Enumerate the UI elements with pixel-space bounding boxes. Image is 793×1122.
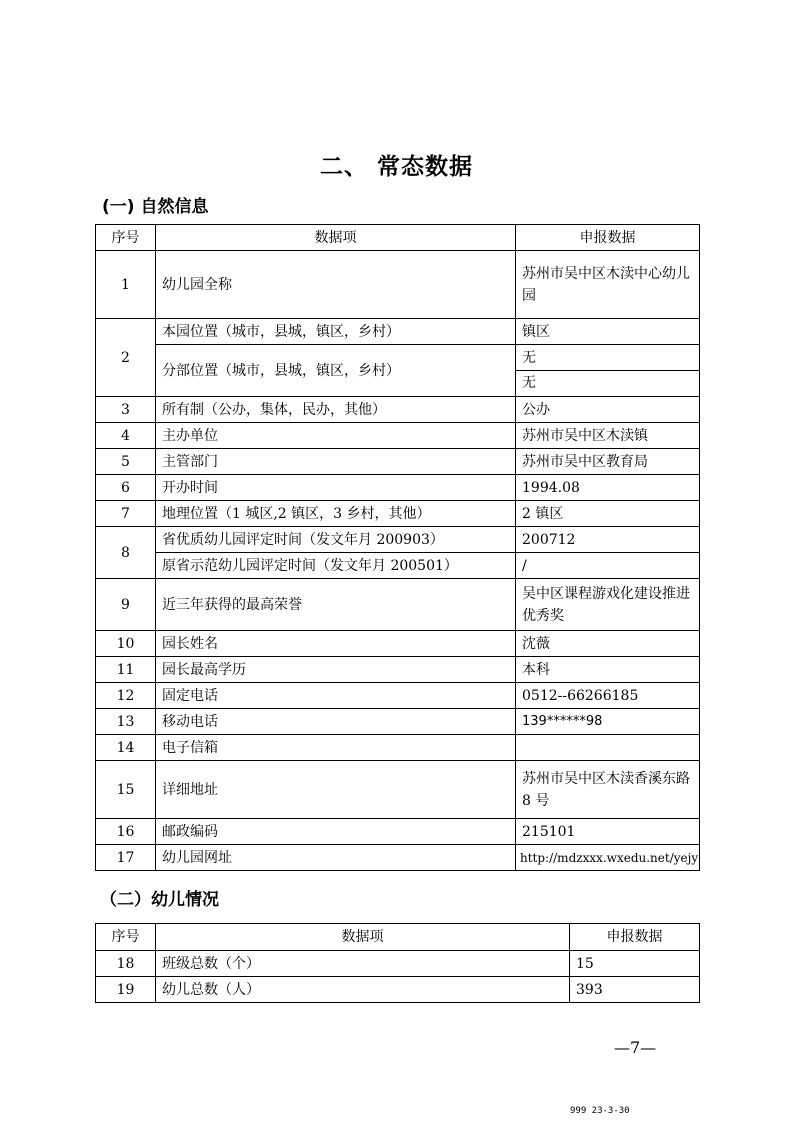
row-value: 393 (570, 977, 700, 1003)
row-value: 2 镇区 (516, 501, 700, 527)
row-value: 1994.08 (516, 475, 700, 501)
table-header-row (96, 924, 700, 951)
row-item: 原省示范幼儿园评定时间（发文年月 200501） (156, 553, 516, 579)
table-row (96, 251, 700, 319)
row-no: 2 (96, 319, 156, 397)
row-item: 班级总数（个） (156, 951, 570, 977)
table-row (96, 475, 700, 501)
row-no: 7 (96, 501, 156, 527)
row-item: 所有制（公办，集体，民办，其他） (156, 397, 516, 423)
row-value: 本科 (516, 657, 700, 683)
row-value: 200712 (516, 527, 700, 553)
row-no: 10 (96, 631, 156, 657)
table-header-row (96, 225, 700, 251)
table-row (96, 449, 700, 475)
table-row (96, 553, 700, 579)
row-value: 苏州市吴中区木渎镇 (516, 423, 700, 449)
row-no: 13 (96, 709, 156, 735)
page-title: 二、 常态数据 (319, 154, 473, 180)
row-no: 12 (96, 683, 156, 709)
row-item: 移动电话 (156, 709, 516, 735)
row-value: 苏州市吴中区教育局 (516, 449, 700, 475)
header-item: 数据项 (156, 225, 516, 251)
row-item: 地理位置（1 城区,2 镇区，3 乡村，其他） (156, 501, 516, 527)
section-heading-natural-info: (一) 自然信息 (102, 197, 209, 217)
row-item: 电子信箱 (156, 735, 516, 761)
table-row (96, 683, 700, 709)
natural-info-table (95, 224, 700, 871)
table-row (96, 977, 700, 1003)
header-no: 序号 (96, 225, 156, 251)
row-item: 省优质幼儿园评定时间（发文年月 200903） (156, 527, 516, 553)
row-value: http://mdzxxx.wxedu.net/yejy (516, 845, 700, 871)
table-row (96, 657, 700, 683)
header-value: 申报数据 (516, 225, 700, 251)
row-no: 5 (96, 449, 156, 475)
children-info-table (95, 923, 700, 1003)
row-item: 主办单位 (156, 423, 516, 449)
table-row (96, 819, 700, 845)
row-no: 11 (96, 657, 156, 683)
table-row (96, 579, 700, 631)
table-row (96, 527, 700, 553)
row-value: 无 (516, 370, 699, 395)
row-no: 16 (96, 819, 156, 845)
row-value: 吴中区课程游戏化建设推进优秀奖 (516, 579, 700, 631)
table-row (96, 423, 700, 449)
row-no: 1 (96, 251, 156, 319)
row-value: 139******98 (516, 709, 700, 735)
header-value: 申报数据 (570, 924, 700, 951)
table-row (96, 397, 700, 423)
table-row (96, 345, 700, 397)
table-row (96, 319, 700, 345)
header-no: 序号 (96, 924, 156, 951)
row-no: 19 (96, 977, 156, 1003)
row-item: 邮政编码 (156, 819, 516, 845)
row-no: 4 (96, 423, 156, 449)
row-item: 固定电话 (156, 683, 516, 709)
row-item: 幼儿园全称 (156, 251, 516, 319)
row-item: 幼儿总数（人） (156, 977, 570, 1003)
row-value: 沈薇 (516, 631, 700, 657)
row-item: 幼儿园网址 (156, 845, 516, 871)
row-item: 园长最高学历 (156, 657, 516, 683)
row-value: 公办 (516, 397, 700, 423)
row-no: 3 (96, 397, 156, 423)
row-item: 主管部门 (156, 449, 516, 475)
row-item: 开办时间 (156, 475, 516, 501)
row-item: 本园位置（城市，县城，镇区，乡村） (156, 319, 516, 345)
row-no: 15 (96, 761, 156, 819)
row-no: 17 (96, 845, 156, 871)
row-item: 近三年获得的最高荣誉 (156, 579, 516, 631)
row-no: 18 (96, 951, 156, 977)
table-row (96, 845, 700, 871)
row-value: 镇区 (516, 319, 700, 345)
row-value: 0512--66266185 (516, 683, 700, 709)
row-item: 详细地址 (156, 761, 516, 819)
page-number: —7— (614, 1038, 657, 1057)
row-no: 9 (96, 579, 156, 631)
row-item: 园长姓名 (156, 631, 516, 657)
row-value (516, 735, 700, 761)
row-value: 苏州市吴中区木渎香溪东路 8 号 (516, 761, 700, 819)
row-no: 6 (96, 475, 156, 501)
row-no: 8 (96, 527, 156, 579)
table-row (96, 709, 700, 735)
row-value: 苏州市吴中区木渎中心幼儿园 (516, 251, 700, 319)
table-row (96, 761, 700, 819)
row-value: 无 (522, 350, 536, 366)
table-row (96, 735, 700, 761)
row-value-split (516, 345, 700, 397)
row-value: / (516, 553, 700, 579)
table-row (96, 501, 700, 527)
print-stamp: 999 23-3-30 (570, 1106, 630, 1116)
section-heading-children-info: （二）幼儿情况 (100, 890, 219, 910)
header-item: 数据项 (156, 924, 570, 951)
row-value: 215101 (516, 819, 700, 845)
row-item: 分部位置（城市，县城，镇区，乡村） (156, 345, 516, 397)
row-value: 15 (570, 951, 700, 977)
table-row (96, 951, 700, 977)
table-row (96, 631, 700, 657)
row-no: 14 (96, 735, 156, 761)
